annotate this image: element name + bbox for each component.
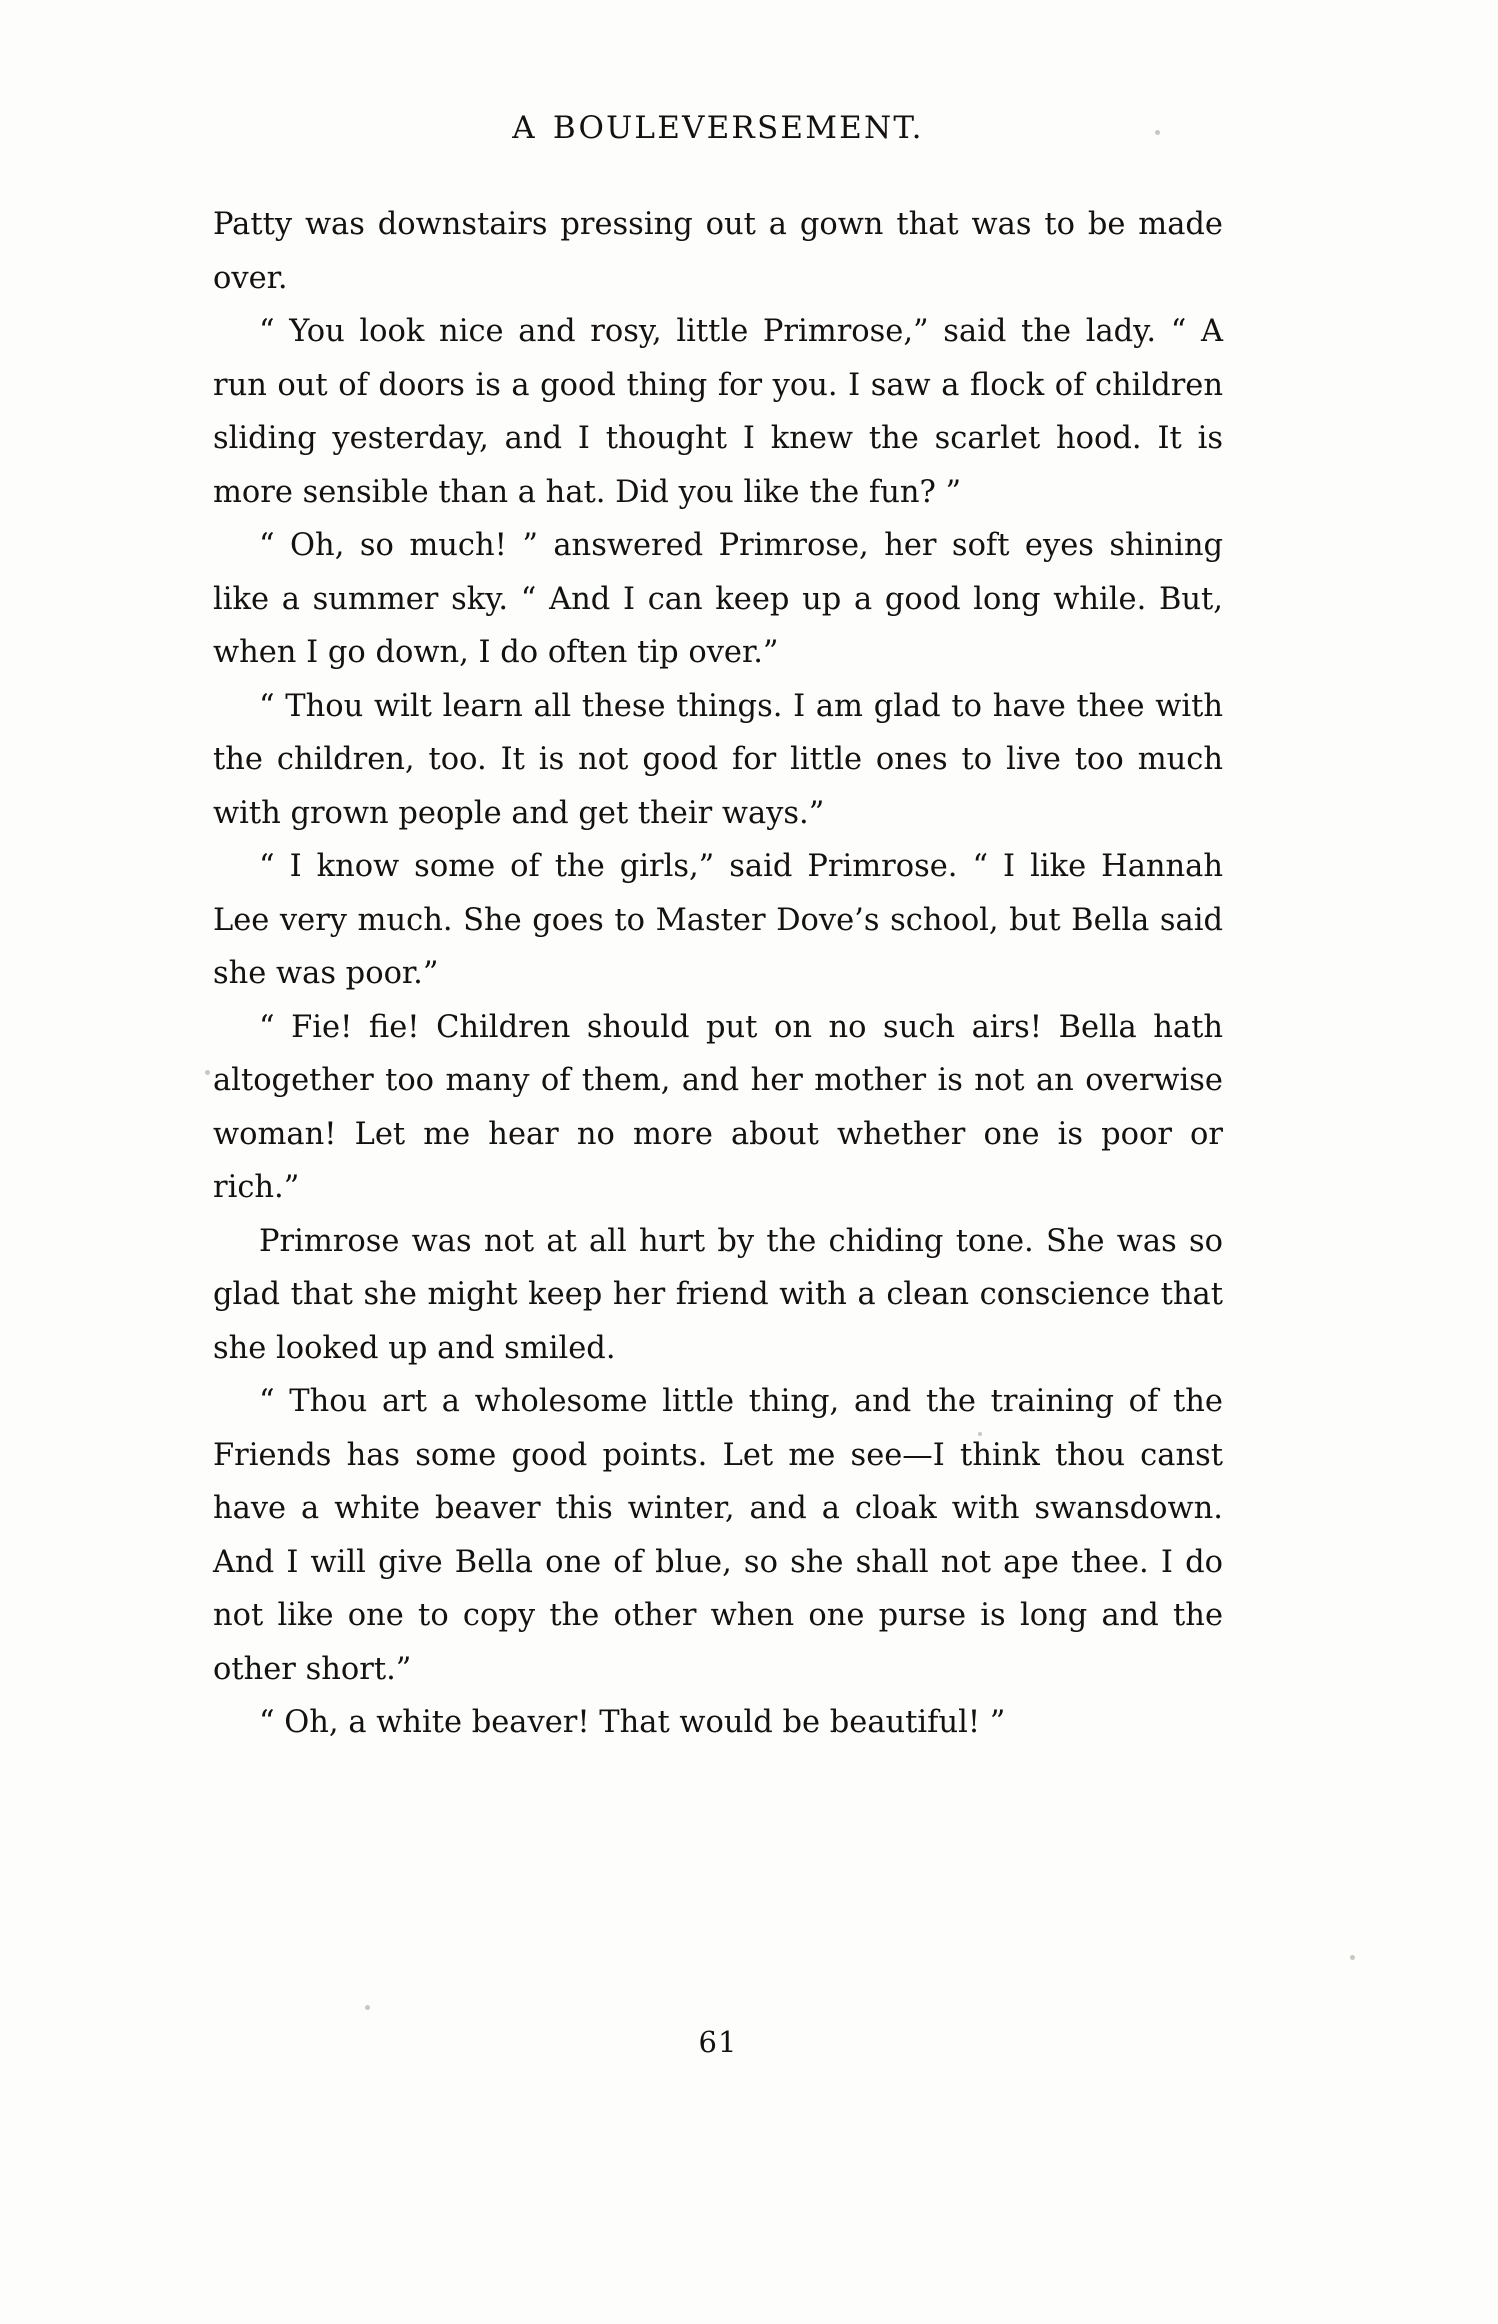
page-content [213, 110, 1223, 2059]
paragraph: “ Thou art a wholesome little thing, and the training of the Friends has some good points. Let me see—I think thou canst have a white beaver this winter, and a cloak with swansdown. And I will give Bella one of blue, so she shall not ape thee. I do not like one to copy the other when one purse is long and the other short.” [213, 1384, 1223, 1687]
paragraph: “ Oh, so much! ” answered Primrose, her soft eyes shining like a summer sky. “ And I can keep up a good long while. But, when I go down, I do often tip over.” [213, 528, 1223, 670]
paragraph: “ I know some of the girls,” said Primrose. “ I like Hannah Lee very much. She goes to Master Dove’s school, but Bella said she was poor.” [213, 849, 1223, 991]
paragraph: “ You look nice and rosy, little Primrose,” said the lady. “ A run out of doors is a good thing for you. I saw a flock of children sliding yesterday, and I thought I knew the scarlet hood. It is more sensible than a hat. Did you like the fun? ” [213, 314, 1223, 510]
print-speckle [365, 2005, 370, 2010]
paragraph: “ Fie! fie! Children should put on no such airs! Bella hath altogether too many of them, and her mother is not an overwise woman! Let me hear no more about whether one is poor or rich.” [213, 1009, 1223, 1205]
page-number: 61 [698, 2025, 738, 2059]
paragraph: “ Oh, a white beaver! That would be beautiful! ” [259, 1705, 1006, 1740]
paragraph: Primrose was not at all hurt by the chiding tone. She was so glad that she might keep her friend with a clean conscience that she looked up and smiled. [213, 1223, 1223, 1366]
paragraph: “ Thou wilt learn all these things. I am glad to have thee with the children, too. It is not good for little ones to live too much with grown people and get their ways.” [213, 688, 1223, 831]
print-speckle [205, 1070, 210, 1075]
body-text [213, 198, 1223, 1750]
paragraph: Patty was downstairs pressing out a gown that was to be made over. [213, 207, 1223, 296]
print-speckle [1350, 1955, 1355, 1960]
running-head: A BOULEVERSEMENT. [512, 110, 924, 146]
